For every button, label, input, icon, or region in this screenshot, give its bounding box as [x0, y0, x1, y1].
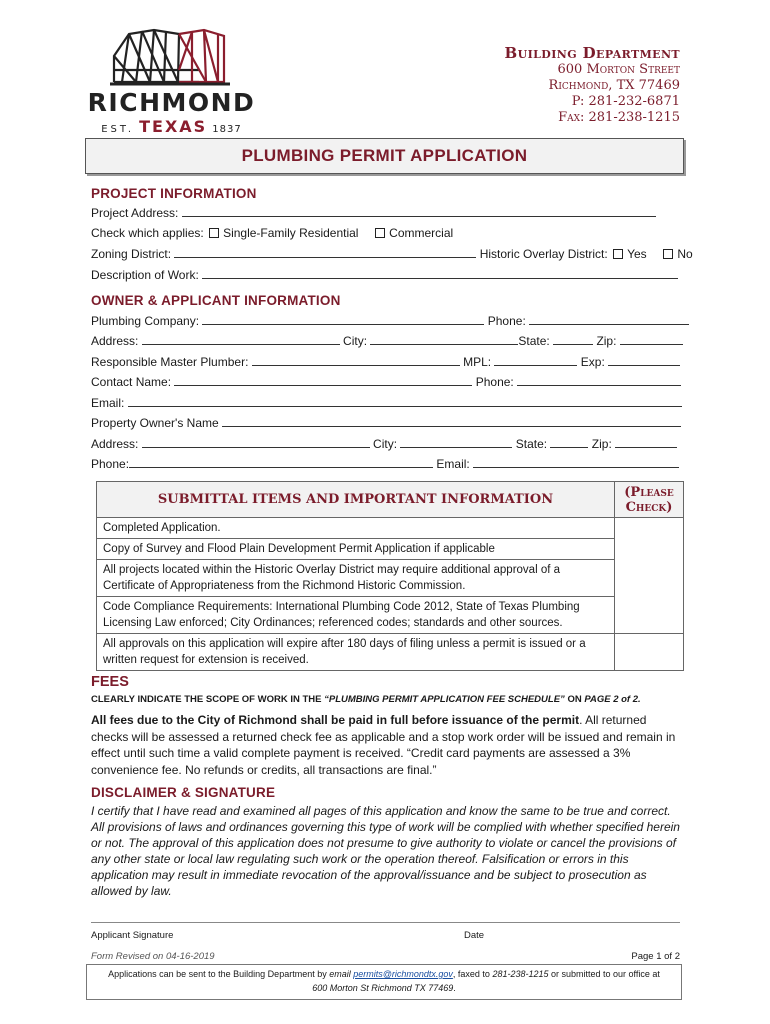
- master-plumber-row: [91, 354, 680, 369]
- check-applies-row: [91, 226, 453, 240]
- please-check-heading: [615, 482, 684, 518]
- company-state-label: State:: [518, 334, 550, 348]
- disclaimer-heading: DISCLAIMER & SIGNATURE: [91, 785, 276, 800]
- signature-label: Applicant Signature: [91, 930, 174, 941]
- historic-no-checkbox[interactable]: [663, 249, 673, 259]
- owner-phone-label: Phone:: [91, 457, 130, 471]
- contact-phone-field[interactable]: [517, 374, 681, 386]
- owner-phone-field[interactable]: [129, 456, 433, 468]
- exp-field[interactable]: [608, 354, 680, 366]
- submittal-heading-text: SUBMITTAL ITEMS AND IMPORTANT INFORMATION: [157, 491, 554, 507]
- submittal-item: Code Compliance Requirements: International Plumbing Code 2012, State of Texas Plumbing Licensing Law enforced; City Ordinances; referenced codes; standards and other sources.: [97, 597, 615, 634]
- footer-note-text: or submitted to our office at: [548, 969, 660, 979]
- email-label: Email:: [91, 396, 125, 410]
- footer-note-text: , faxed to: [452, 969, 493, 979]
- commercial-label: Commercial: [389, 226, 454, 240]
- historic-yes-label: Yes: [627, 247, 647, 261]
- company-address-field[interactable]: [142, 333, 340, 345]
- submittal-item: All approvals on this application will expire after 180 days of filing unless a permit is issued or a written request for extension is received.: [97, 634, 615, 671]
- date-label: Date: [464, 930, 485, 941]
- commercial-checkbox[interactable]: [375, 228, 385, 238]
- description-field[interactable]: [202, 267, 678, 279]
- signature-line[interactable]: [91, 922, 680, 923]
- company-zip-field[interactable]: [620, 333, 683, 345]
- owner-state-field[interactable]: [550, 436, 588, 448]
- exp-label: Exp:: [580, 355, 605, 369]
- master-plumber-label: Responsible Master Plumber:: [91, 355, 249, 369]
- fees-body: [91, 712, 684, 778]
- project-address-row: [91, 205, 656, 220]
- fees-scope-prefix: CLEARLY INDICATE THE SCOPE OF WORK IN THE: [91, 694, 325, 705]
- department-phone: P: 281-232-6871: [571, 94, 680, 109]
- submittal-heading: [97, 482, 615, 518]
- contact-name-row: [91, 374, 681, 389]
- project-address-field[interactable]: [182, 205, 656, 217]
- owner-address-label: Address:: [91, 437, 139, 451]
- owner-zip-field[interactable]: [615, 436, 677, 448]
- property-owner-row: [91, 415, 681, 430]
- footer-address: 600 Morton St Richmond TX 77469: [312, 983, 454, 993]
- submittal-item: Copy of Survey and Flood Plain Development Permit Application if applicable: [97, 539, 615, 560]
- logo-city-name: RICHMOND: [87, 88, 256, 117]
- zoning-row: [91, 246, 693, 261]
- footer-email-link[interactable]: permits@richmondtx.gov: [353, 969, 453, 979]
- footer-note-end: .: [453, 983, 456, 993]
- fees-scope-on: ON: [564, 694, 585, 705]
- company-address-row: [91, 333, 683, 348]
- bridge-icon: [84, 26, 259, 88]
- logo-state: TEXAS: [139, 117, 208, 136]
- owner-email-label: Email:: [436, 457, 470, 471]
- master-plumber-field[interactable]: [252, 354, 460, 366]
- contact-name-label: Contact Name:: [91, 375, 172, 389]
- historic-yes-checkbox[interactable]: [613, 249, 623, 259]
- submittal-row: [97, 539, 684, 560]
- footer-email-label: email: [329, 969, 354, 979]
- submittal-item: All projects located within the Historic Overlay District may require additional approval of a Certificate of Appropriateness from the Richmond Historic Commission.: [97, 560, 615, 597]
- fees-scope-page: PAGE 2 of 2.: [584, 694, 641, 705]
- submittal-check-cell[interactable]: [615, 634, 684, 671]
- email-row: [91, 395, 682, 410]
- form-revised: Form Revised on 04-16-2019: [91, 951, 215, 962]
- plumbing-company-field[interactable]: [202, 313, 484, 325]
- department-name: Building Department: [504, 44, 680, 62]
- company-address-label: Address:: [91, 334, 139, 348]
- description-row: [91, 267, 678, 282]
- plumbing-phone-label: Phone:: [487, 314, 526, 328]
- residential-label: Single-Family Residential: [223, 226, 359, 240]
- plumbing-phone-field[interactable]: [529, 313, 689, 325]
- company-city-label: City:: [343, 334, 368, 348]
- owner-state-label: State:: [515, 437, 548, 451]
- zoning-field[interactable]: [174, 246, 476, 258]
- owner-zip-label: Zip:: [591, 437, 612, 451]
- department-address: [505, 44, 680, 126]
- submittal-item: Completed Application.: [97, 518, 615, 539]
- page-number: Page 1 of 2: [631, 951, 680, 962]
- disclaimer-text: I certify that I have read and examined all pages of this application and know the same to be true and correct. All provisions of laws and ordinances governing this type of work will be complied with whether specified herein or not. The approval of this application does not presume to give authority to violate or cancel the provisions of any other state or local law regulating such work or the operation thereof. Falsification or errors in this application may result in immediate revocation of the approval/issuance and be subject to prosecution as allowed by law.: [91, 804, 680, 898]
- footer-note-text: Applications can be sent to the Building Department by: [108, 969, 330, 979]
- submittal-row: [97, 560, 684, 597]
- project-address-label: Project Address:: [91, 206, 179, 220]
- submittal-row: [97, 597, 684, 634]
- owner-city-field[interactable]: [400, 436, 512, 448]
- email-field[interactable]: [128, 395, 682, 407]
- residential-checkbox[interactable]: [209, 228, 219, 238]
- contact-name-field[interactable]: [174, 374, 472, 386]
- submittal-check-cell[interactable]: [615, 518, 684, 634]
- zoning-label: Zoning District:: [91, 247, 172, 261]
- fees-scope-line: [91, 694, 641, 705]
- check-applies-label: Check which applies:: [91, 226, 204, 240]
- department-city: Richmond, TX 77469: [548, 78, 680, 93]
- owner-phone-email-row: [91, 456, 679, 471]
- city-logo: [84, 26, 259, 134]
- mpl-field[interactable]: [494, 354, 577, 366]
- footer-note: [86, 964, 682, 1000]
- plumbing-company-row: [91, 313, 689, 328]
- page-title: PLUMBING PERMIT APPLICATION: [241, 146, 528, 165]
- property-owner-field[interactable]: [222, 415, 681, 427]
- description-label: Description of Work:: [91, 268, 199, 282]
- company-state-field[interactable]: [553, 333, 593, 345]
- historic-no-label: No: [677, 247, 693, 261]
- contact-phone-label: Phone:: [475, 375, 514, 389]
- owner-email-field[interactable]: [473, 456, 679, 468]
- logo-year: 1837: [212, 124, 242, 135]
- owner-address-field[interactable]: [142, 436, 370, 448]
- submittal-table: [96, 481, 684, 671]
- company-zip-label: Zip:: [596, 334, 617, 348]
- fees-scope-schedule: “PLUMBING PERMIT APPLICATION FEE SCHEDULE”: [324, 694, 565, 705]
- footer-fax: 281-238-1215: [492, 969, 549, 979]
- company-city-field[interactable]: [370, 333, 518, 345]
- fees-heading: FEES: [91, 674, 129, 690]
- property-owner-label: Property Owner's Name: [91, 416, 219, 430]
- department-fax: Fax: 281-238-1215: [558, 110, 680, 125]
- owner-city-label: City:: [373, 437, 398, 451]
- fees-body-text: . All returned checks will be assessed a returned check fee as applicable and a stop work order will be issued and remain in effect until such time a valid complete payment is received. “Credit card payments are assessed a 3% convenience fee. No refunds or credits, all transactions are final.”: [91, 713, 676, 777]
- mpl-label: MPL:: [463, 355, 492, 369]
- fees-bold-text: All fees due to the City of Richmond shall be paid in full before issuance of the permit: [91, 713, 580, 727]
- department-street: 600 Morton Street: [557, 62, 680, 77]
- plumbing-company-label: Plumbing Company:: [91, 314, 200, 328]
- submittal-row: [97, 634, 684, 671]
- please-check-text: (Please Check): [624, 484, 674, 515]
- logo-est: EST.: [101, 124, 135, 135]
- historic-label: Historic Overlay District:: [479, 247, 608, 261]
- owner-heading: OWNER & APPLICANT INFORMATION: [91, 293, 341, 308]
- title-box: [85, 138, 684, 174]
- project-heading: PROJECT INFORMATION: [91, 186, 257, 201]
- owner-address-row: [91, 436, 677, 451]
- submittal-row: [97, 518, 684, 539]
